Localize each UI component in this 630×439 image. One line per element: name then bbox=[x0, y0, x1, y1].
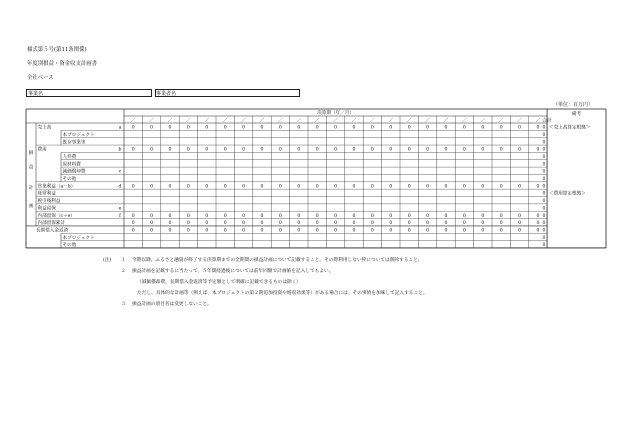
cell-value: 0 bbox=[536, 147, 540, 153]
row-label: 内部留保累計 bbox=[37, 221, 66, 227]
cell-value: 0 bbox=[205, 184, 209, 190]
note-marker: (注) bbox=[103, 258, 112, 263]
cell-value: 0 bbox=[242, 147, 246, 153]
cell-value: 0 bbox=[186, 213, 190, 219]
row-letter: f bbox=[119, 213, 121, 219]
document-title: 年度別損益・資金収支計画書 bbox=[27, 61, 98, 67]
total-value: 0 bbox=[542, 132, 546, 138]
cell-value: 0 bbox=[499, 125, 503, 131]
cell-value: 0 bbox=[242, 125, 246, 131]
note-text: （減価償却費、長期借入金返済等予定額として明確に記載できるものは除く） bbox=[137, 280, 302, 285]
cell-value: 0 bbox=[205, 228, 209, 234]
cell-value: 0 bbox=[389, 147, 393, 153]
period-slash: ／ bbox=[462, 118, 467, 124]
note-item bbox=[103, 290, 428, 296]
cell-value: 0 bbox=[444, 147, 448, 153]
cell-value: 0 bbox=[131, 228, 135, 234]
cell-value: 0 bbox=[150, 125, 154, 131]
cell-value: 0 bbox=[426, 221, 430, 227]
cell-value: 0 bbox=[518, 125, 522, 131]
side-label: 計 bbox=[28, 186, 34, 191]
note-item bbox=[103, 279, 301, 285]
cell-value: 0 bbox=[242, 213, 246, 219]
cell-value: 0 bbox=[426, 228, 430, 234]
cell-value: 0 bbox=[278, 213, 282, 219]
cell-value: 0 bbox=[297, 147, 301, 153]
cell-value: 0 bbox=[334, 213, 338, 219]
cell-value: 0 bbox=[297, 221, 301, 227]
cell-value: 0 bbox=[260, 228, 264, 234]
cell-value: 0 bbox=[444, 213, 448, 219]
cell-value: 0 bbox=[426, 125, 430, 131]
period-slash: ／ bbox=[351, 118, 357, 124]
total-value: 0 bbox=[542, 162, 546, 168]
cell-value: 0 bbox=[334, 184, 338, 190]
cell-value: 0 bbox=[315, 147, 319, 153]
cell-value: 0 bbox=[131, 125, 135, 131]
period-slash: ／ bbox=[241, 118, 246, 124]
cell-value: 0 bbox=[481, 184, 485, 190]
cell-value: 0 bbox=[315, 125, 319, 131]
period-slash: ／ bbox=[130, 118, 136, 124]
cell-value: 0 bbox=[536, 213, 540, 219]
cell-value: 0 bbox=[481, 221, 485, 227]
note-index: １ bbox=[121, 258, 126, 263]
note-item bbox=[103, 257, 422, 263]
cell-value: 0 bbox=[352, 228, 356, 234]
cell-value: 0 bbox=[518, 184, 522, 190]
cell-value: 0 bbox=[518, 213, 522, 219]
cell-value: 0 bbox=[278, 125, 282, 131]
cell-value: 0 bbox=[150, 213, 154, 219]
form-number: 様式第５号(第11条関係) bbox=[27, 47, 87, 53]
cell-value: 0 bbox=[334, 147, 338, 153]
cell-value: 0 bbox=[444, 125, 448, 131]
remarks-header: 備考 bbox=[571, 112, 582, 117]
cell-value: 0 bbox=[131, 184, 135, 190]
cell-value: 0 bbox=[315, 228, 319, 234]
cell-value: 0 bbox=[370, 221, 374, 227]
period-header: 決算期（年／月） bbox=[317, 111, 354, 116]
cell-value: 0 bbox=[499, 221, 503, 227]
cell-value: 0 bbox=[297, 228, 301, 234]
period-slash: ／ bbox=[186, 118, 191, 124]
cell-value: 0 bbox=[352, 125, 356, 131]
cell-value: 0 bbox=[186, 228, 190, 234]
cell-value: 0 bbox=[370, 184, 374, 190]
cell-value: 0 bbox=[370, 147, 374, 153]
cell-value: 0 bbox=[260, 147, 264, 153]
cell-value: 0 bbox=[499, 147, 503, 153]
note-item bbox=[103, 301, 212, 307]
cell-value: 0 bbox=[334, 221, 338, 227]
row-label: 費用 bbox=[37, 147, 47, 153]
cell-value: 0 bbox=[150, 221, 154, 227]
period-slash: ／ bbox=[296, 118, 302, 124]
cell-value: 0 bbox=[462, 221, 466, 227]
total-value: 0 bbox=[542, 154, 546, 160]
note-text: 損益計画を記載するに当たって、５年間経過後については前年同額で計画値を記入してもよい。 bbox=[132, 269, 334, 274]
cell-value: 0 bbox=[168, 147, 172, 153]
note-text: 損益計画の項目名は変更しないこと。 bbox=[132, 302, 212, 307]
period-slash: ／ bbox=[222, 118, 228, 124]
total-value: 0 bbox=[542, 125, 546, 131]
total-value: 0 bbox=[542, 221, 546, 227]
total-header: 合計 bbox=[542, 118, 552, 124]
row-label: 営業利益（a－b） bbox=[37, 184, 76, 190]
cell-value: 0 bbox=[407, 184, 411, 190]
cell-value: 0 bbox=[462, 147, 466, 153]
cell-value: 0 bbox=[334, 125, 338, 131]
cell-value: 0 bbox=[168, 221, 172, 227]
cell-value: 0 bbox=[444, 184, 448, 190]
cell-value: 0 bbox=[407, 221, 411, 227]
cell-value: 0 bbox=[352, 147, 356, 153]
cell-value: 0 bbox=[150, 147, 154, 153]
cell-value: 0 bbox=[370, 125, 374, 131]
cell-value: 0 bbox=[223, 147, 227, 153]
row-label: 利益留保 bbox=[37, 206, 56, 212]
cell-value: 0 bbox=[297, 184, 301, 190]
period-slash: ／ bbox=[535, 118, 541, 124]
row-label: その他 bbox=[62, 243, 77, 249]
cell-value: 0 bbox=[536, 221, 540, 227]
period-slash: ／ bbox=[370, 118, 375, 124]
cell-value: 0 bbox=[518, 221, 522, 227]
note-text: ただし、具体的な計画等（例えば、本プロジェクトの第２期追加投資や増収効果等）がある場合には、その事情を加味して記入すること。 bbox=[137, 291, 428, 296]
row-label: 人件費 bbox=[62, 154, 77, 160]
row-label: 経常利益 bbox=[37, 191, 56, 197]
cell-value: 0 bbox=[297, 213, 301, 219]
cell-value: 0 bbox=[352, 184, 356, 190]
cell-value: 0 bbox=[131, 221, 135, 227]
cell-value: 0 bbox=[223, 125, 227, 131]
note-item bbox=[103, 268, 333, 274]
cell-value: 0 bbox=[223, 221, 227, 227]
cell-value: 0 bbox=[518, 147, 522, 153]
cell-value: 0 bbox=[462, 125, 466, 131]
row-letter: c bbox=[118, 169, 122, 175]
row-label: 長期借入金返済 bbox=[36, 228, 69, 234]
cell-value: 0 bbox=[278, 221, 282, 227]
side-label: 益 bbox=[28, 165, 34, 170]
cell-value: 0 bbox=[278, 228, 282, 234]
cell-value: 0 bbox=[315, 184, 319, 190]
cell-value: 0 bbox=[168, 228, 172, 234]
remark-text: ＜費用算定根拠＞ bbox=[549, 191, 586, 197]
cell-value: 0 bbox=[334, 228, 338, 234]
row-label: 本プロジェクト bbox=[62, 132, 95, 138]
cell-value: 0 bbox=[352, 221, 356, 227]
operator-name-label: 事業者名 bbox=[156, 91, 177, 97]
total-value: 0 bbox=[542, 213, 546, 219]
cell-value: 0 bbox=[462, 228, 466, 234]
remark-text: ＜売上高算定根拠＞ bbox=[549, 125, 591, 131]
total-value: 0 bbox=[542, 235, 546, 241]
total-value: 0 bbox=[542, 184, 546, 190]
cell-value: 0 bbox=[444, 221, 448, 227]
period-slash: ／ bbox=[259, 118, 265, 124]
row-letter: e bbox=[118, 206, 122, 212]
row-label: その他 bbox=[62, 177, 77, 182]
cell-value: 0 bbox=[168, 213, 172, 219]
note-index: ２ bbox=[121, 269, 126, 274]
period-slash: ／ bbox=[149, 118, 154, 124]
period-slash: ／ bbox=[406, 118, 412, 124]
cell-value: 0 bbox=[352, 213, 356, 219]
cell-value: 0 bbox=[536, 228, 540, 234]
cell-value: 0 bbox=[242, 184, 246, 190]
cell-value: 0 bbox=[242, 228, 246, 234]
cell-value: 0 bbox=[426, 184, 430, 190]
cell-value: 0 bbox=[518, 228, 522, 234]
cell-value: 0 bbox=[223, 213, 227, 219]
total-value: 0 bbox=[542, 177, 546, 182]
note-index: ３ bbox=[121, 302, 126, 307]
cell-value: 0 bbox=[389, 184, 393, 190]
side-label: 損 bbox=[28, 151, 34, 156]
row-letter: b bbox=[118, 147, 122, 153]
period-slash: ／ bbox=[278, 118, 283, 124]
row-label: 既存事業等 bbox=[62, 140, 86, 146]
cell-value: 0 bbox=[389, 228, 393, 234]
cell-value: 0 bbox=[407, 213, 411, 219]
cell-value: 0 bbox=[536, 184, 540, 190]
cell-value: 0 bbox=[481, 213, 485, 219]
cell-value: 0 bbox=[168, 125, 172, 131]
total-value: 0 bbox=[542, 243, 546, 249]
cell-value: 0 bbox=[186, 147, 190, 153]
basis-label: 全社ベース bbox=[27, 75, 54, 81]
row-label: 内部留保（c＋e） bbox=[37, 213, 75, 219]
cell-value: 0 bbox=[205, 213, 209, 219]
cell-value: 0 bbox=[205, 221, 209, 227]
cell-value: 0 bbox=[150, 184, 154, 190]
cell-value: 0 bbox=[242, 221, 246, 227]
cell-value: 0 bbox=[205, 147, 209, 153]
cell-value: 0 bbox=[407, 125, 411, 131]
cell-value: 0 bbox=[223, 228, 227, 234]
cell-value: 0 bbox=[499, 184, 503, 190]
cell-value: 0 bbox=[131, 147, 135, 153]
row-letter: d bbox=[118, 184, 122, 190]
period-slash: ／ bbox=[517, 118, 522, 124]
cell-value: 0 bbox=[260, 184, 264, 190]
row-label: 税引後利益 bbox=[37, 199, 61, 205]
total-value: 0 bbox=[542, 191, 546, 197]
cell-value: 0 bbox=[389, 213, 393, 219]
cell-value: 0 bbox=[315, 221, 319, 227]
total-value: 0 bbox=[542, 140, 546, 146]
cell-value: 0 bbox=[407, 228, 411, 234]
cell-value: 0 bbox=[426, 213, 430, 219]
row-label: 売上高 bbox=[37, 125, 52, 131]
cell-value: 0 bbox=[260, 221, 264, 227]
cell-value: 0 bbox=[186, 125, 190, 131]
side-label: 画 bbox=[28, 204, 34, 209]
cell-value: 0 bbox=[499, 213, 503, 219]
cell-value: 0 bbox=[168, 184, 172, 190]
cell-value: 0 bbox=[150, 228, 154, 234]
total-value: 0 bbox=[542, 147, 546, 153]
cell-value: 0 bbox=[370, 228, 374, 234]
total-value: 0 bbox=[542, 228, 546, 234]
cell-value: 0 bbox=[278, 147, 282, 153]
period-slash: ／ bbox=[425, 118, 430, 124]
cell-value: 0 bbox=[389, 221, 393, 227]
cell-value: 0 bbox=[407, 147, 411, 153]
business-name-label: 事業名 bbox=[28, 91, 44, 97]
cell-value: 0 bbox=[186, 221, 190, 227]
cell-value: 0 bbox=[389, 125, 393, 131]
period-slash: ／ bbox=[443, 118, 449, 124]
cell-value: 0 bbox=[260, 213, 264, 219]
period-slash: ／ bbox=[388, 118, 394, 124]
total-value: 0 bbox=[542, 206, 546, 212]
cell-value: 0 bbox=[278, 184, 282, 190]
period-slash: ／ bbox=[480, 118, 486, 124]
row-label: 減価償却費 bbox=[62, 169, 86, 175]
cell-value: 0 bbox=[462, 213, 466, 219]
cell-value: 0 bbox=[499, 228, 503, 234]
cell-value: 0 bbox=[186, 184, 190, 190]
cell-value: 0 bbox=[481, 125, 485, 131]
unit-label: （単位：百万円） bbox=[553, 102, 594, 108]
cell-value: 0 bbox=[223, 184, 227, 190]
cell-value: 0 bbox=[444, 228, 448, 234]
cell-value: 0 bbox=[426, 147, 430, 153]
cell-value: 0 bbox=[205, 125, 209, 131]
period-slash: ／ bbox=[314, 118, 320, 124]
row-label: 本プロジェクト bbox=[62, 235, 95, 241]
cell-value: 0 bbox=[315, 213, 319, 219]
cell-value: 0 bbox=[297, 125, 301, 131]
cell-value: 0 bbox=[481, 228, 485, 234]
period-slash: ／ bbox=[204, 118, 210, 124]
period-slash: ／ bbox=[498, 118, 504, 124]
row-letter: a bbox=[118, 125, 122, 131]
cell-value: 0 bbox=[370, 213, 374, 219]
cell-value: 0 bbox=[462, 184, 466, 190]
cell-value: 0 bbox=[481, 147, 485, 153]
note-text: 今期以降、ふるさと融資が終了する決算期までの全期間の損益計画について記載すること。その際利用しない枠については削除すること。 bbox=[132, 258, 423, 263]
total-value: 0 bbox=[542, 169, 546, 175]
period-slash: ／ bbox=[333, 118, 338, 124]
row-label: 原材料費 bbox=[62, 162, 81, 168]
period-slash: ／ bbox=[167, 118, 173, 124]
cell-value: 0 bbox=[131, 213, 135, 219]
cell-value: 0 bbox=[260, 125, 264, 131]
cell-value: 0 bbox=[536, 125, 540, 131]
total-value: 0 bbox=[542, 199, 546, 205]
